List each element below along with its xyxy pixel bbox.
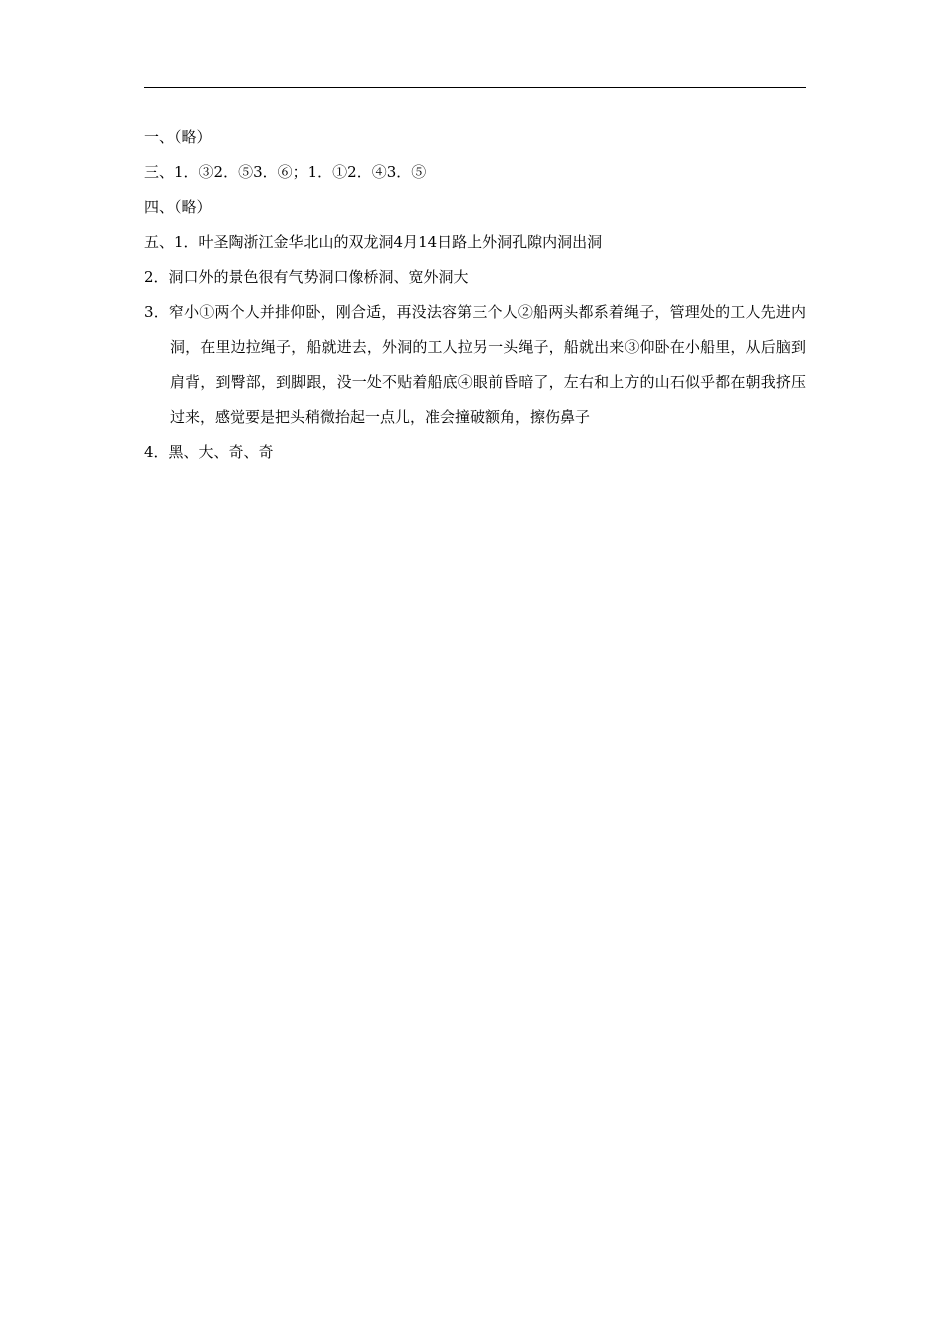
answer-key	[144, 120, 806, 470]
answer-section-5-item-2: 2．洞口外的景色很有气势洞口像桥洞、宽外洞大	[144, 268, 469, 286]
answer-section-4: 四、（略）	[144, 198, 212, 216]
answer-section-5-item-1: 五、1．叶圣陶浙江金华北山的双龙洞4月14日路上外洞孔隙内洞出洞	[144, 233, 603, 251]
header-rule	[144, 87, 806, 88]
answer-section-3: 三、1．③2．⑤3．⑥；1．①2．④3．⑤	[144, 163, 427, 181]
answer-section-5-item-4: 4．黑、大、奇、奇	[144, 443, 274, 461]
answer-section-5-item-3: 3．窄小①两个人并排仰卧，刚合适，再没法容第三个人②船两头都系着绳子，管理处的工人先进内洞，在里边拉绳子，船就进去，外洞的工人拉另一头绳子，船就出来③仰卧在小船里，从后脑到肩背，到臀部，到脚跟，没一处不贴着船底④眼前昏暗了，左右和上方的山石似乎都在朝我挤压过来，感觉要是把头稍微抬起一点儿，准会撞破额角，擦伤鼻子	[144, 303, 806, 426]
answer-section-1: 一、（略）	[144, 128, 212, 146]
